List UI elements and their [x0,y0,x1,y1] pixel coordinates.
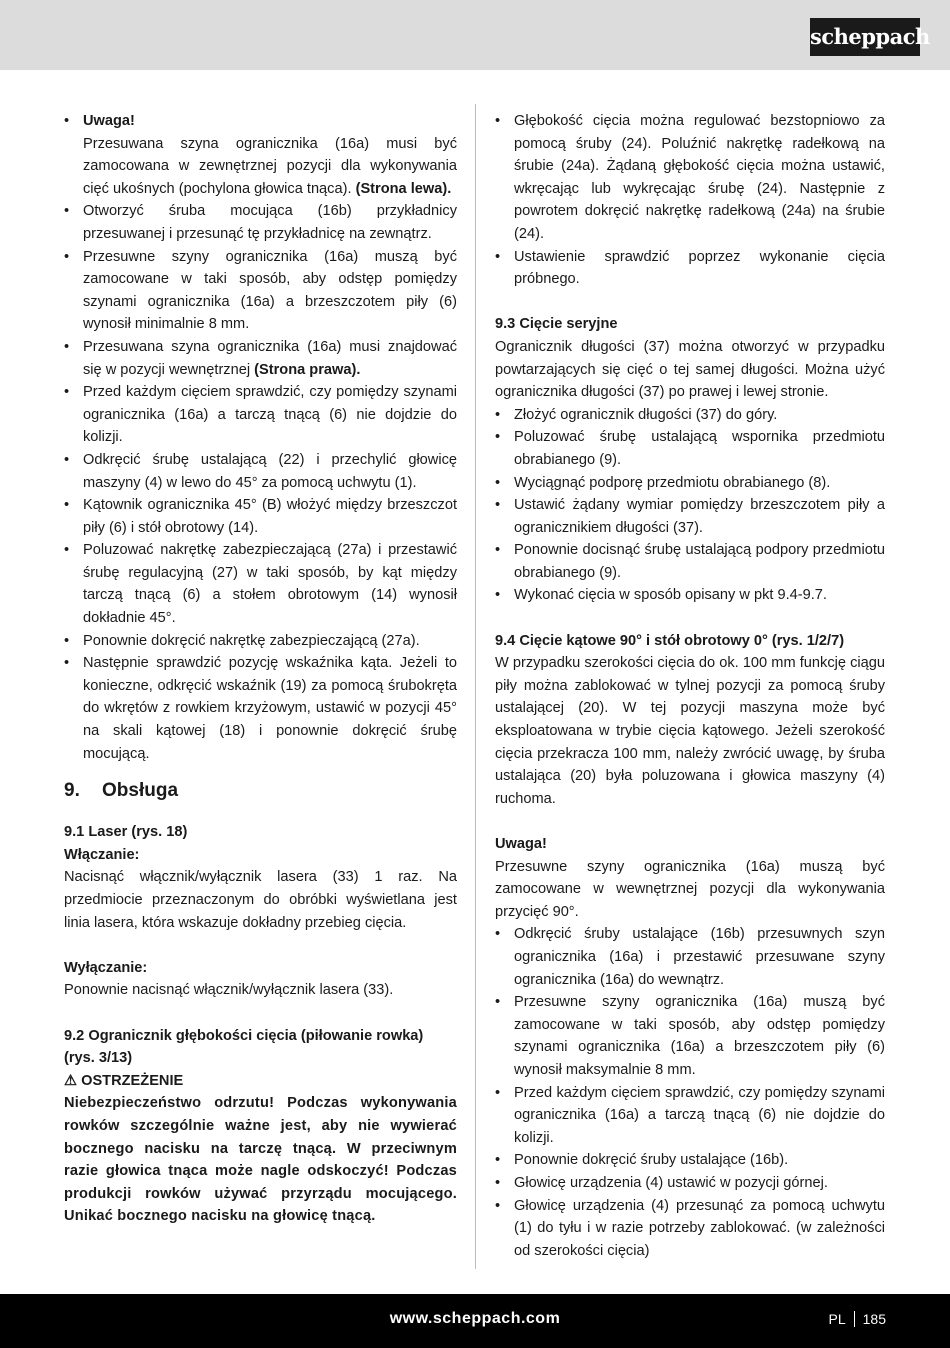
section-number: 9. [64,780,80,802]
subsection-heading: 9.3 Cięcie seryjne [495,316,618,333]
page-info [829,1294,886,1344]
section-9-heading [64,777,457,805]
list-item-text: Przesuwana szyna ogranicznika (16a) musi być zamocowana w zewnętrznej pozycji dla wykonywania cięć ukośnych (pochylona głowica tnąca). [83,135,457,197]
warning-text: Niebezpieczeństwo odrzutu! Podczas wykonywania rowków szczególnie ważne jest, aby nie wywierać bocznego nacisku na tarczę tnącą. W przeciwnym razie głowica tnąca może nagle odskoczyć! Podczas produkcji rowków używać przyrządu mocującego. Unikać bocznego nacisku na głowicę tnącą. [64,1095,457,1225]
note-label: Uwaga! [495,836,547,852]
subsection-heading: 9.1 Laser (rys. 18) [64,824,188,841]
list-item: • Wyciągnąć podporę przedmiotu obrabianego (8). [495,472,885,495]
list-item: • Głębokość cięcia można regulować bezstopniowo za pomocą śruby (24). Poluźnić nakrętkę radełkową na śrubie (24a). Żądaną głębokość cięcia można ustawić, wkręcając lub wykręcając śrubę (24). Następnie z powrotem dokręcić nakrętkę radełkową (24a) na śrubie (24). [495,110,885,246]
list-item: • Otworzyć śruba mocująca (16b) przykładnicy przesuwanej i przesunąć tę przykładnicę na zewnątrz. [64,200,457,245]
list-item: • Następnie sprawdzić pozycję wskaźnika kąta. Jeżeli to konieczne, odkręcić wskaźnik (19) za pomocą śrubokręta do wkrętów z rowkiem krzyżowym, ustawić w pozycji 45° na skali kątowej (18) i ponownie dokręcić śrubę mocującą. [64,652,457,765]
right-column [495,110,885,1262]
laser-on-label: Włączanie: [64,846,140,863]
laser-off-text: Ponownie nacisnąć włącznik/wyłącznik lasera (33). [64,982,394,999]
list-item: • Wykonać cięcia w sposób opisany w pkt 9.4-9.7. [495,584,885,607]
website-link[interactable]: www.scheppach.com [389,1310,561,1327]
section-intro: Ogranicznik długości (37) można otworzyć w przypadku powtarzających się cięć o tej samej długości. Można użyć ogranicznika długości (37) po prawej i lewej stronie. [495,338,885,401]
list-item: • Poluzować śrubę ustalającą wspornika przedmiotu obrabianego (9). [495,426,885,471]
cut-90-steps [495,923,885,1262]
list-item [64,110,457,200]
page-separator [854,1311,855,1327]
warning-header [64,1070,457,1093]
list-item: • Odkręcić śruby ustalające (16b) przesuwnych szyn ogranicznika (16a) i przestawić przesuwane szyny ogranicznika (16a) do wewnątrz. [495,923,885,991]
list-item: • Kątownik ogranicznika 45° (B) włożyć między brzeszczot piły (6) i stół obrotowy (14). [64,494,457,539]
list-item: • Przed każdym cięciem sprawdzić, czy pomiędzy szynami ogranicznika (16a) a tarczą tnącą (6) nie dojdzie do kolizji. [64,381,457,449]
note-text: Przesuwne szyny ogranicznika (16a) muszą być zamocowane w wewnętrznej pozycji dla wykonywania przycięć 90°. [495,858,885,920]
list-item [64,336,457,381]
section-intro: W przypadku szerokości cięcia do ok. 100 mm funkcję ciągu piły można zablokować w tylnej pozycji za pomocą śruby ustalającej (20). W tej pozycji maszyna może być eksploatowana w trybie cięcia kątowego. Jeżeli szerokość cięcia przekracza 100 mm, należy zwrócić uwagę, by śruba ustalająca (20) była poluzowana i głowica maszyny (4) ruchoma. [495,655,885,807]
subsection-heading: 9.4 Cięcie kątowe 90° i stół obrotowy 0° (rys. 1/2/7) [495,632,845,649]
subsection-heading: 9.2 Ogranicznik głębokości cięcia (piłowanie rowka) (rys. 3/13) [64,1027,424,1067]
list-item: • Przed każdym cięciem sprawdzić, czy pomiędzy szynami ogranicznika (16a) a tarczą tnącą (6) nie dojdzie do kolizji. [495,1082,885,1150]
list-item: • Głowicę urządzenia (4) przesunąć za pomocą uchwytu (1) do tyłu i w razie potrzeby zablokować. (w zależności od szerokości cięcia) [495,1195,885,1263]
list-item: • Ponownie docisnąć śrubę ustalającą podpory przedmiotu obrabianego (9). [495,539,885,584]
laser-on-text: Nacisnąć włącznik/wyłącznik lasera (33) 1 raz. Na przedmiocie przeznaczonym do obróbki wyświetlana jest linia lasera, która wskazuje dokładny przebieg cięcia. [64,869,457,931]
list-item: • Odkręcić śrubę ustalającą (22) i przechylić głowicę maszyny (4) w lewo do 45° za pomocą uchwytu (1). [64,449,457,494]
page-number: 185 [862,1311,886,1327]
list-item: • Przesuwne szyny ogranicznika (16a) muszą być zamocowane w taki sposób, aby odstęp pomiędzy szynami ogranicznika (16a) a brzeszczotem piły (6) wynosił minimalnie 8 mm. [64,246,457,336]
serial-cut-steps [495,404,885,607]
list-item-emphasis: (Strona prawa). [254,361,361,378]
left-instruction-list [64,110,457,765]
list-item: • Ponownie dokręcić śruby ustalające (16b). [495,1149,885,1172]
right-top-list [495,110,885,291]
note-label: Uwaga! [83,113,135,129]
list-item: • Głowicę urządzenia (4) ustawić w pozycji górnej. [495,1172,885,1195]
warning-label: OSTRZEŻENIE [81,1072,184,1089]
footer-bar [0,1294,950,1348]
list-item: • Ponownie dokręcić nakrętkę zabezpieczającą (27a). [64,630,457,653]
language-code: PL [828,1311,846,1327]
list-item: • Poluzować nakrętkę zabezpieczającą (27a) i przestawić śrubę regulacyjną (27) w taki sposób, by kąt między tarczą tnącą (6) a stołem obrotowym (14) wynosił dokładnie 45°. [64,539,457,629]
column-divider [475,104,476,1269]
left-column [64,110,457,1228]
list-item: • Złożyć ogranicznik długości (37) do góry. [495,404,885,427]
list-item-text: Przesuwana szyna ogranicznika (16a) musi znajdować się w pozycji wewnętrznej [83,338,457,378]
list-item: • Przesuwne szyny ogranicznika (16a) muszą być zamocowane w taki sposób, aby odstęp pomiędzy szynami ogranicznika (16a) a brzeszczotem piły (6) wynosił maksymalnie 8 mm. [495,991,885,1081]
list-item-emphasis: (Strona lewa). [355,180,452,197]
list-item: • Ustawić żądany wymiar pomiędzy brzeszczotem piły a ogranicznikiem długości (37). [495,494,885,539]
brand-logo: scheppach [810,18,920,56]
header-bar [0,0,950,70]
laser-off-label: Wyłączanie: [64,959,148,976]
section-title: Obsługa [102,780,179,802]
list-item: • Ustawienie sprawdzić poprzez wykonanie cięcia próbnego. [495,246,885,291]
warning-triangle-icon: ⚠ [64,1072,78,1089]
